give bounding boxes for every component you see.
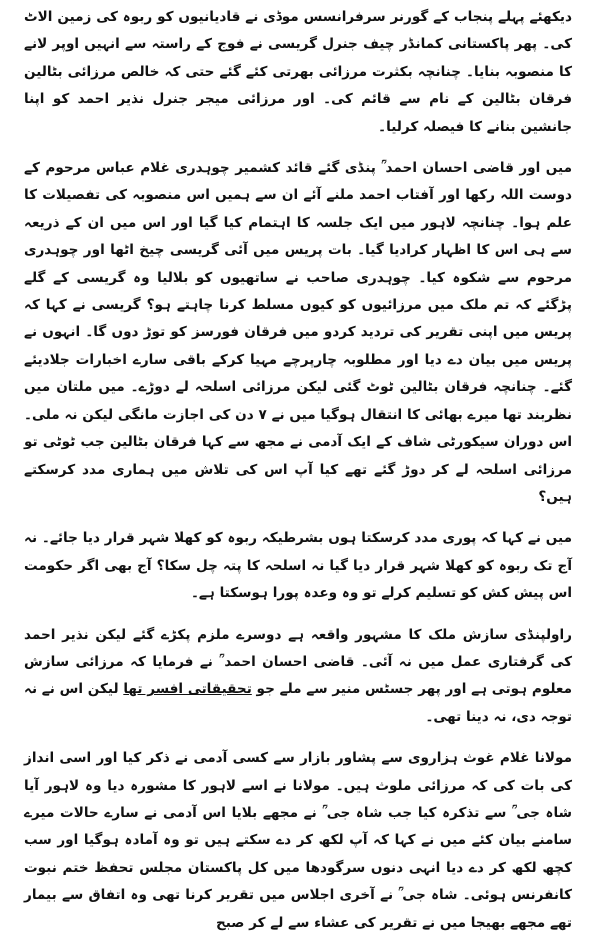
paragraph-4 [24, 622, 572, 732]
paragraph-4-text-before: راولپنڈی سازش ملک کا مشہور واقعہ ہے دوسرے ملزم پکڑے گئے لیکن نذیر احمد کی گرفتاری عمل میں نہ آئی۔ قاضی احسان احمد ؒ نے فرمایا کہ مرزائی سازش معلوم ہوتی ہے اور پھر جسٹس منیر سے ملے جو [24, 626, 573, 698]
paragraph-3: میں نے کہا کہ پوری مدد کرسکتا ہوں بشرطیکہ ربوہ کو کھلا شہر قرار دیا جائے۔ نہ آج تک ربوہ کو کھلا شہر قرار دیا گیا نہ اسلحہ کا پتہ چل سکا؟ آج بھی اگر حکومت اس پیش کش کو تسلیم کرلے تو وہ وعدہ پورا ہوسکتا ہے۔ [24, 530, 572, 602]
paragraph-2: میں اور قاضی احسان احمد ؒ پنڈی گئے قائد کشمیر چوہدری غلام عباس مرحوم کے دوست اللہ رکھا اور آفتاب احمد ملنے آئے ان سے ہمیں اس منصوبہ کی تفصیلات کا علم ہوا۔ چنانچہ لاہور میں ایک جلسہ کا اہتمام کیا گیا اور اس میں ان کے ذریعہ سے ہی اس کا اظہار کرادیا گیا۔ بات پریس میں آئی گریسی چیخ اٹھا اور چوہدری مرحوم سے شکوہ کیا۔ چوہدری صاحب نے ساتھیوں کو بلالیا وہ گریسی کے گلے پڑگئے کہ تم ملک میں مرزائیوں کو کیوں مسلط کرنا چاہتے ہو؟ گریسی نے کہا کہ پریس میں اپنی تقریر کی تردید کردو میں فرقان فورسز کو توڑ دوں گا۔ انہوں نے پریس میں بیان دے دیا اور مطلوبہ چارپرچے مہیا کرکے باقی سارے اخبارات جلادیئے گئے۔ چنانچہ فرقان بٹالین ٹوٹ گئی لیکن مرزائی اسلحہ لے دوڑے۔ میں ملتان میں نظربند تھا میرے بھائی کا انتقال ہوگیا میں نے ۷ دن کی اجازت مانگی لیکن نہ ملی۔ اس دوران سیکورٹی شاف کے ایک آدمی نے مجھ سے کہا فرقان بٹالین جب ٹوٹی تو مرزائی اسلحہ لے کر دوڑ گئے تھے کیا آپ اس کی تلاش میں ہماری مدد کرسکتے ہیں؟ [24, 160, 572, 505]
paragraph-gap [24, 608, 572, 622]
paragraph-5: مولانا غلام غوث ہزاروی سے پشاور بازار سے کسی آدمی نے ذکر کیا اور اسی انداز کی بات کی کہ مرزائی ملوث ہیں۔ مولانا نے اسے لاہور کا مشورہ دیا وہ لاہور آیا شاہ جی ؒ سے تذکرہ کیا جب شاہ جی ؒ نے مجھے بلایا اس آدمی نے سارے حالات میرے سامنے بیان کئے میں نے کہا کہ آپ لکھ کر دے سکتے ہیں تو وہ آمادہ ہوگیا اور سب کچھ لکھ کر دے دیا انہی دنوں سرگودھا میں کل پاکستان مجلس تحفظ ختم نبوت کانفرنس ہوئی۔ شاہ جی ؒ نے آخری اجلاس میں تقریر کرنا تھی وہ اتفاق سے بیمار تھے مجھے بھیجا میں نے تقریر کی عشاء سے لے کر صبح [24, 750, 572, 931]
paragraph-4-underlined-phrase: تحقیقاتی افسر تھا [123, 681, 252, 698]
paragraph-1: دیکھئے پہلے پنجاب کے گورنر سرفرانسس موڈی نے قادیانیوں کو ربوہ کی زمین الاٹ کی۔ پھر پاکستانی کمانڈر چیف جنرل گریسی نے فوج کے راستہ سے انہیں اوپر لانے کا منصوبہ بنایا۔ چنانچہ بکثرت مرزائی بھرتی کئے گئے حتی کہ خالص مرزائی بٹالین فرقان بٹالین کے نام سے قائم کی۔ اور مرزائی میجر جنرل نذیر احمد کو اپنا جانشین بنانے کا فیصلہ کرلیا۔ [24, 9, 572, 135]
paragraph-gap [24, 731, 572, 745]
paragraph-gap [24, 511, 572, 525]
paragraph-gap [24, 141, 572, 155]
paragraph-4-text-after: لیکن اس نے نہ توجہ دی، نہ دینا تھی۔ [24, 681, 572, 725]
